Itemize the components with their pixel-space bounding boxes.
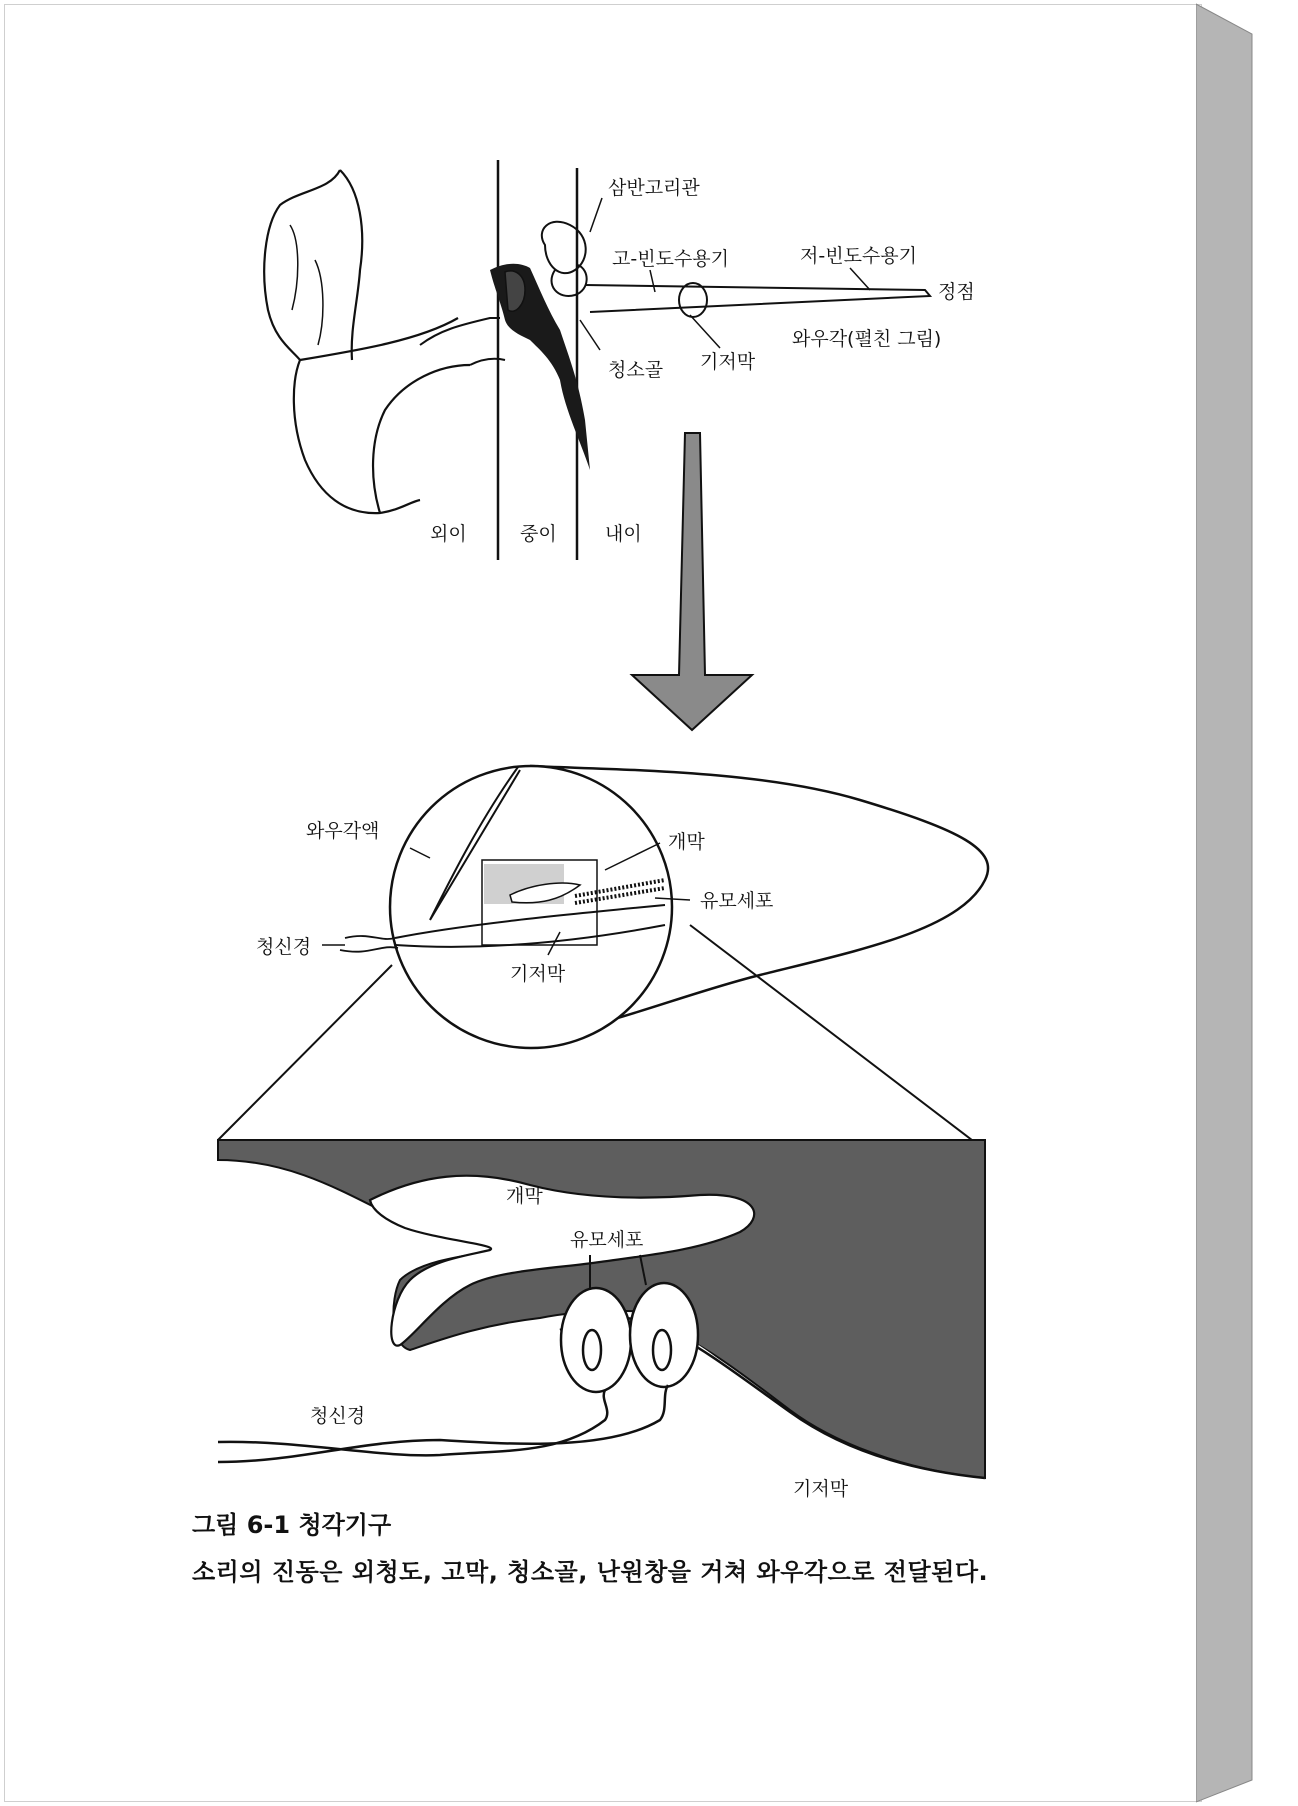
label-low-freq-receptor: 저-빈도수용기 xyxy=(800,245,917,267)
label-cochlea-unrolled: 와우각(펼친 그림) xyxy=(792,328,942,350)
unrolled-cochlea xyxy=(585,285,930,312)
label-basilar-membrane: 기저막 xyxy=(700,351,756,373)
leader-semicircular xyxy=(590,198,602,232)
label-auditory-nerve: 청신경 xyxy=(256,936,312,958)
magnified-circle xyxy=(390,766,672,1048)
label-outer-ear: 외이 xyxy=(430,523,467,545)
figure-title: 그림 6-1 청각기구 xyxy=(192,1511,392,1539)
label-apex: 정점 xyxy=(938,281,975,303)
label-inner-ear: 내이 xyxy=(605,523,642,545)
leader-basilar xyxy=(690,315,720,348)
hair-cell-detail xyxy=(218,1140,985,1500)
cochlea-cross-section xyxy=(218,766,988,1150)
ear-anatomy-diagram xyxy=(264,160,975,560)
label-detail-tectorial: 개막 xyxy=(506,1185,543,1207)
label-hair-cells: 유모세포 xyxy=(700,890,774,912)
basilar-membrane-ring xyxy=(679,283,707,317)
label-detail-nerve: 청신경 xyxy=(310,1405,366,1427)
projection-right xyxy=(690,925,985,1150)
pinna-inner xyxy=(290,225,323,345)
down-arrow xyxy=(632,433,752,730)
label-basilar-membrane-2: 기저막 xyxy=(510,963,566,985)
hair-cell-2 xyxy=(630,1283,698,1387)
leader-high-freq xyxy=(650,270,655,292)
label-detail-basilar: 기저막 xyxy=(793,1478,849,1500)
leader-low-freq xyxy=(850,268,870,290)
pinna xyxy=(264,170,470,513)
auditory-nerve-fibers xyxy=(340,936,398,952)
hair-cell-1 xyxy=(561,1288,631,1392)
semicircular-canals-shape xyxy=(542,222,587,296)
ear-canal xyxy=(420,318,505,365)
projection-left xyxy=(218,965,392,1140)
figure-caption: 소리의 진동은 외청도, 고막, 청소골, 난원창을 거쳐 와우각으로 전달된다. xyxy=(192,1558,989,1586)
label-detail-hair-cells: 유모세포 xyxy=(570,1229,644,1251)
leader-ossicles xyxy=(580,320,600,350)
label-ossicles: 청소골 xyxy=(608,359,664,381)
label-cochlear-fluid: 와우각액 xyxy=(306,820,380,842)
label-semicircular-canals: 삼반고리관 xyxy=(608,177,700,199)
label-tectorial-membrane: 개막 xyxy=(668,831,705,853)
label-high-freq-receptor: 고-빈도수용기 xyxy=(612,248,729,270)
label-middle-ear: 중이 xyxy=(520,523,557,545)
